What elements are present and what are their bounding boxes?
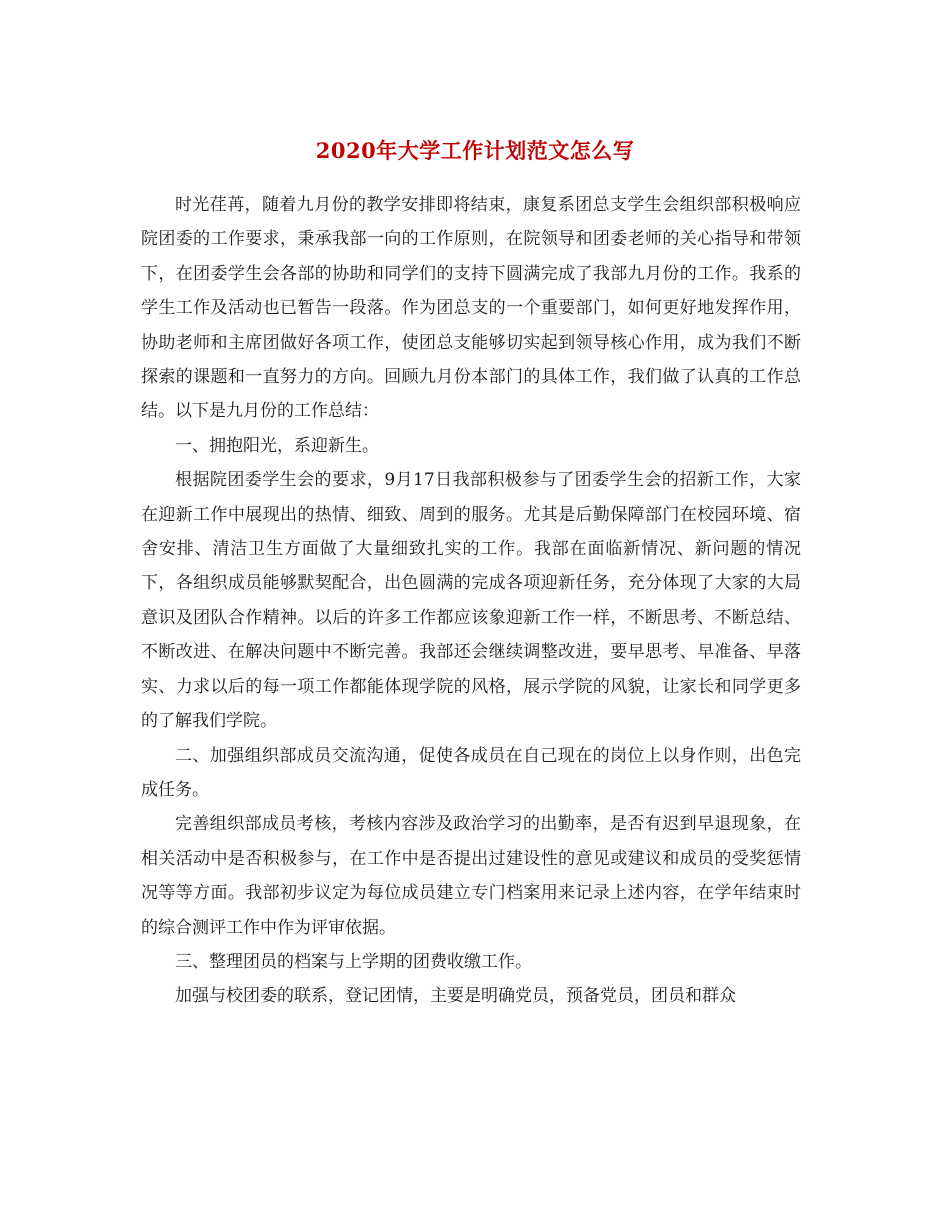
document-title: 2020年大学工作计划范文怎么写 [315, 138, 635, 163]
paragraph-intro: 时光荏苒，随着九月份的教学安排即将结束，康复系团总支学生会组织部积极响应院团委的工作要求，秉承我部一向的工作原则，在院领导和团委老师的关心指导和带领下，在团委学生会各部的协助和同学们的支持下圆满完成了我部九月份的工作。我系的学生工作及活动也已暂告一段落。作为团总支的一个重要部门，如何更好地发挥作用，协助老师和主席团做好各项工作，使团总支能够切实起到领导核心作用，成为我们不断探索的课题和一直努力的方向。回顾九月份本部门的具体工作，我们做了认真的工作总结。以下是九月份的工作总结： [141, 195, 801, 422]
document-body [141, 188, 801, 1014]
heading-section-2: 二、加强组织部成员交流沟通，促使各成员在自己现在的岗位上以身作则，出色完成任务。 [141, 745, 801, 800]
paragraph-section-3: 加强与校团委的联系，登记团情，主要是明确党员，预备党员，团员和群众 [175, 986, 736, 1007]
paragraph-section-1: 根据院团委学生会的要求，9月17日我部积极参与了团委学生会的招新工作，大家在迎新工作中展现出的热情、细致、周到的服务。尤其是后勤保障部门在校园环境、宿舍安排、清洁卫生方面做了大量细致扎实的工作。我部在面临新情况、新问题的情况下，各组织成员能够默契配合，出色圆满的完成各项迎新任务，充分体现了大家的大局意识及团队合作精神。以后的许多工作都应该象迎新工作一样，不断思考、不断总结、不断改进、在解决问题中不断完善。我部还会继续调整改进，要早思考、早准备、早落实、力求以后的每一项工作都能体现学院的风格，展示学院的风貌，让家长和同学更多的了解我们学院。 [141, 470, 801, 732]
heading-section-1: 一、拥抱阳光，系迎新生。 [175, 435, 379, 456]
paragraph-section-2: 完善组织部成员考核，考核内容涉及政治学习的出勤率，是否有迟到早退现象，在相关活动中是否积极参与，在工作中是否提出过建设性的意见或建议和成员的受奖惩情况等等方面。我部初步议定为每位成员建立专门档案用来记录上述内容，在学年结束时的综合测评工作中作为评审依据。 [141, 814, 801, 938]
heading-section-3: 三、整理团员的档案与上学期的团费收缴工作。 [175, 951, 532, 972]
